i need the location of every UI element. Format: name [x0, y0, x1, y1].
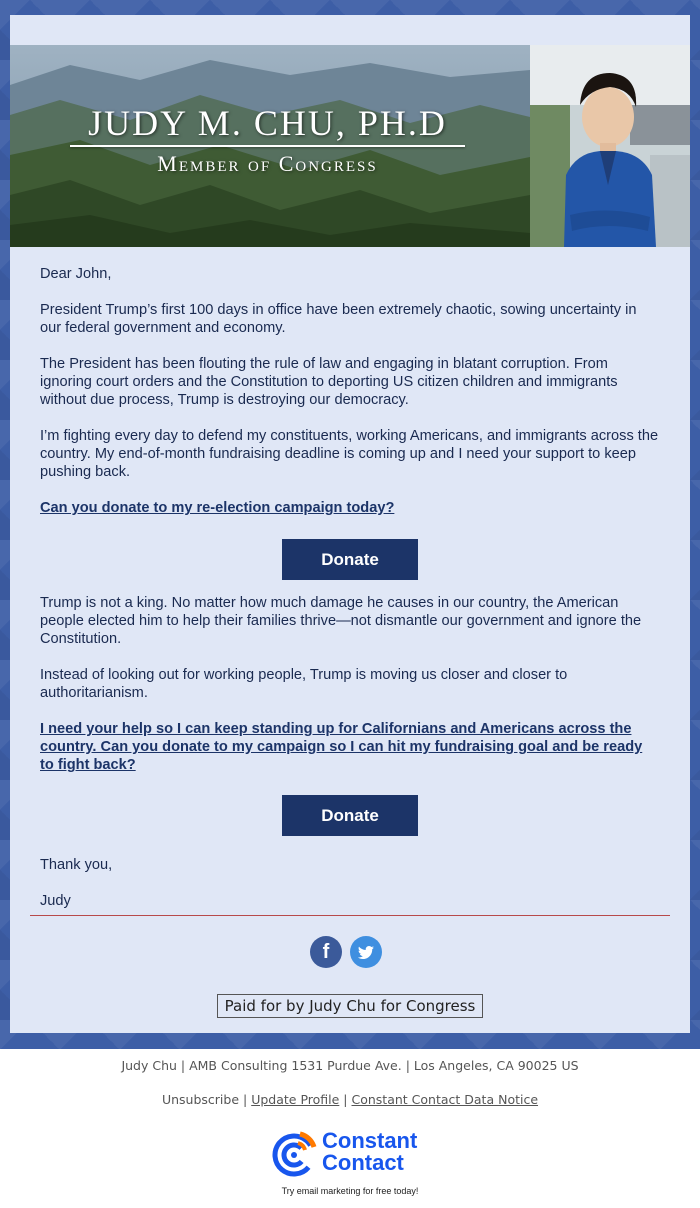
- paragraph-5: Instead of looking out for working people, Trump is moving us closer and closer to authoritarianism.: [40, 667, 568, 701]
- constant-contact-icon: [270, 1129, 318, 1177]
- donate-button-1[interactable]: Donate: [282, 539, 418, 580]
- candidate-photo: [530, 45, 690, 247]
- banner-title: JUDY M. CHU, PH.D: [88, 103, 447, 143]
- link-separator: |: [339, 1092, 352, 1107]
- wordmark-line-2: Contact: [322, 1150, 404, 1175]
- signoff: Thank you,: [40, 857, 113, 873]
- email-body: [40, 265, 660, 928]
- data-notice-link[interactable]: Constant Contact Data Notice: [351, 1092, 539, 1107]
- constant-contact-logo[interactable]: [270, 1129, 440, 1179]
- constant-contact-wordmark: [322, 1130, 417, 1174]
- link-separator: |: [239, 1092, 252, 1107]
- update-profile-link[interactable]: Update Profile: [251, 1092, 340, 1107]
- greeting: Dear John,: [40, 266, 112, 282]
- banner-rule: [70, 145, 465, 147]
- cta-link-help[interactable]: I need your help so I can keep standing up for Californians and Americans across the country. Can you donate to my campaign so I can hit my fundraising goal and be ready to fight back?: [40, 721, 643, 773]
- email-footer: [0, 1049, 700, 1208]
- facebook-icon[interactable]: f: [310, 936, 342, 968]
- paid-for-disclaimer: Paid for by Judy Chu for Congress: [217, 994, 483, 1018]
- wordmark-line-1: Constant: [322, 1128, 418, 1153]
- banner-subtitle: Member of Congress: [157, 151, 378, 176]
- constant-contact-tagline[interactable]: Try email marketing for free today!: [281, 1186, 419, 1196]
- footer-links: [0, 1092, 700, 1107]
- banner-text: [70, 103, 465, 177]
- cta-link-donate-today[interactable]: Can you donate to my re-election campaign today?: [40, 500, 395, 516]
- paragraph-4: Trump is not a king. No matter how much damage he causes in our country, the American people elected him to help their families thrive—not dismantle our government and ignore the Constitution.: [40, 595, 642, 647]
- paragraph-1: President Trump’s first 100 days in office have been extremely chaotic, sowing uncertainty in our federal government and economy.: [40, 302, 637, 336]
- signature: Judy: [40, 893, 71, 909]
- paragraph-3: I’m fighting every day to defend my constituents, working Americans, and immigrants across the country. My end-of-month fundraising deadline is coming up and I need your support to keep pushing back.: [40, 428, 659, 480]
- footer-divider: [30, 915, 670, 916]
- email-card: [10, 15, 690, 1033]
- unsubscribe-link[interactable]: Unsubscribe: [161, 1092, 240, 1107]
- donate-button-2[interactable]: Donate: [282, 795, 418, 836]
- sender-address: Judy Chu | AMB Consulting 1531 Purdue Ave. | Los Angeles, CA 90025 US: [121, 1058, 579, 1073]
- social-links: [310, 936, 390, 968]
- header-banner: [10, 45, 690, 247]
- twitter-icon[interactable]: [350, 936, 382, 968]
- paragraph-2: The President has been flouting the rule of law and engaging in blatant corruption. From ignoring court orders and the Constitution to deporting US citizen children and immigrants without due process, Trump is destroying our democracy.: [40, 356, 618, 408]
